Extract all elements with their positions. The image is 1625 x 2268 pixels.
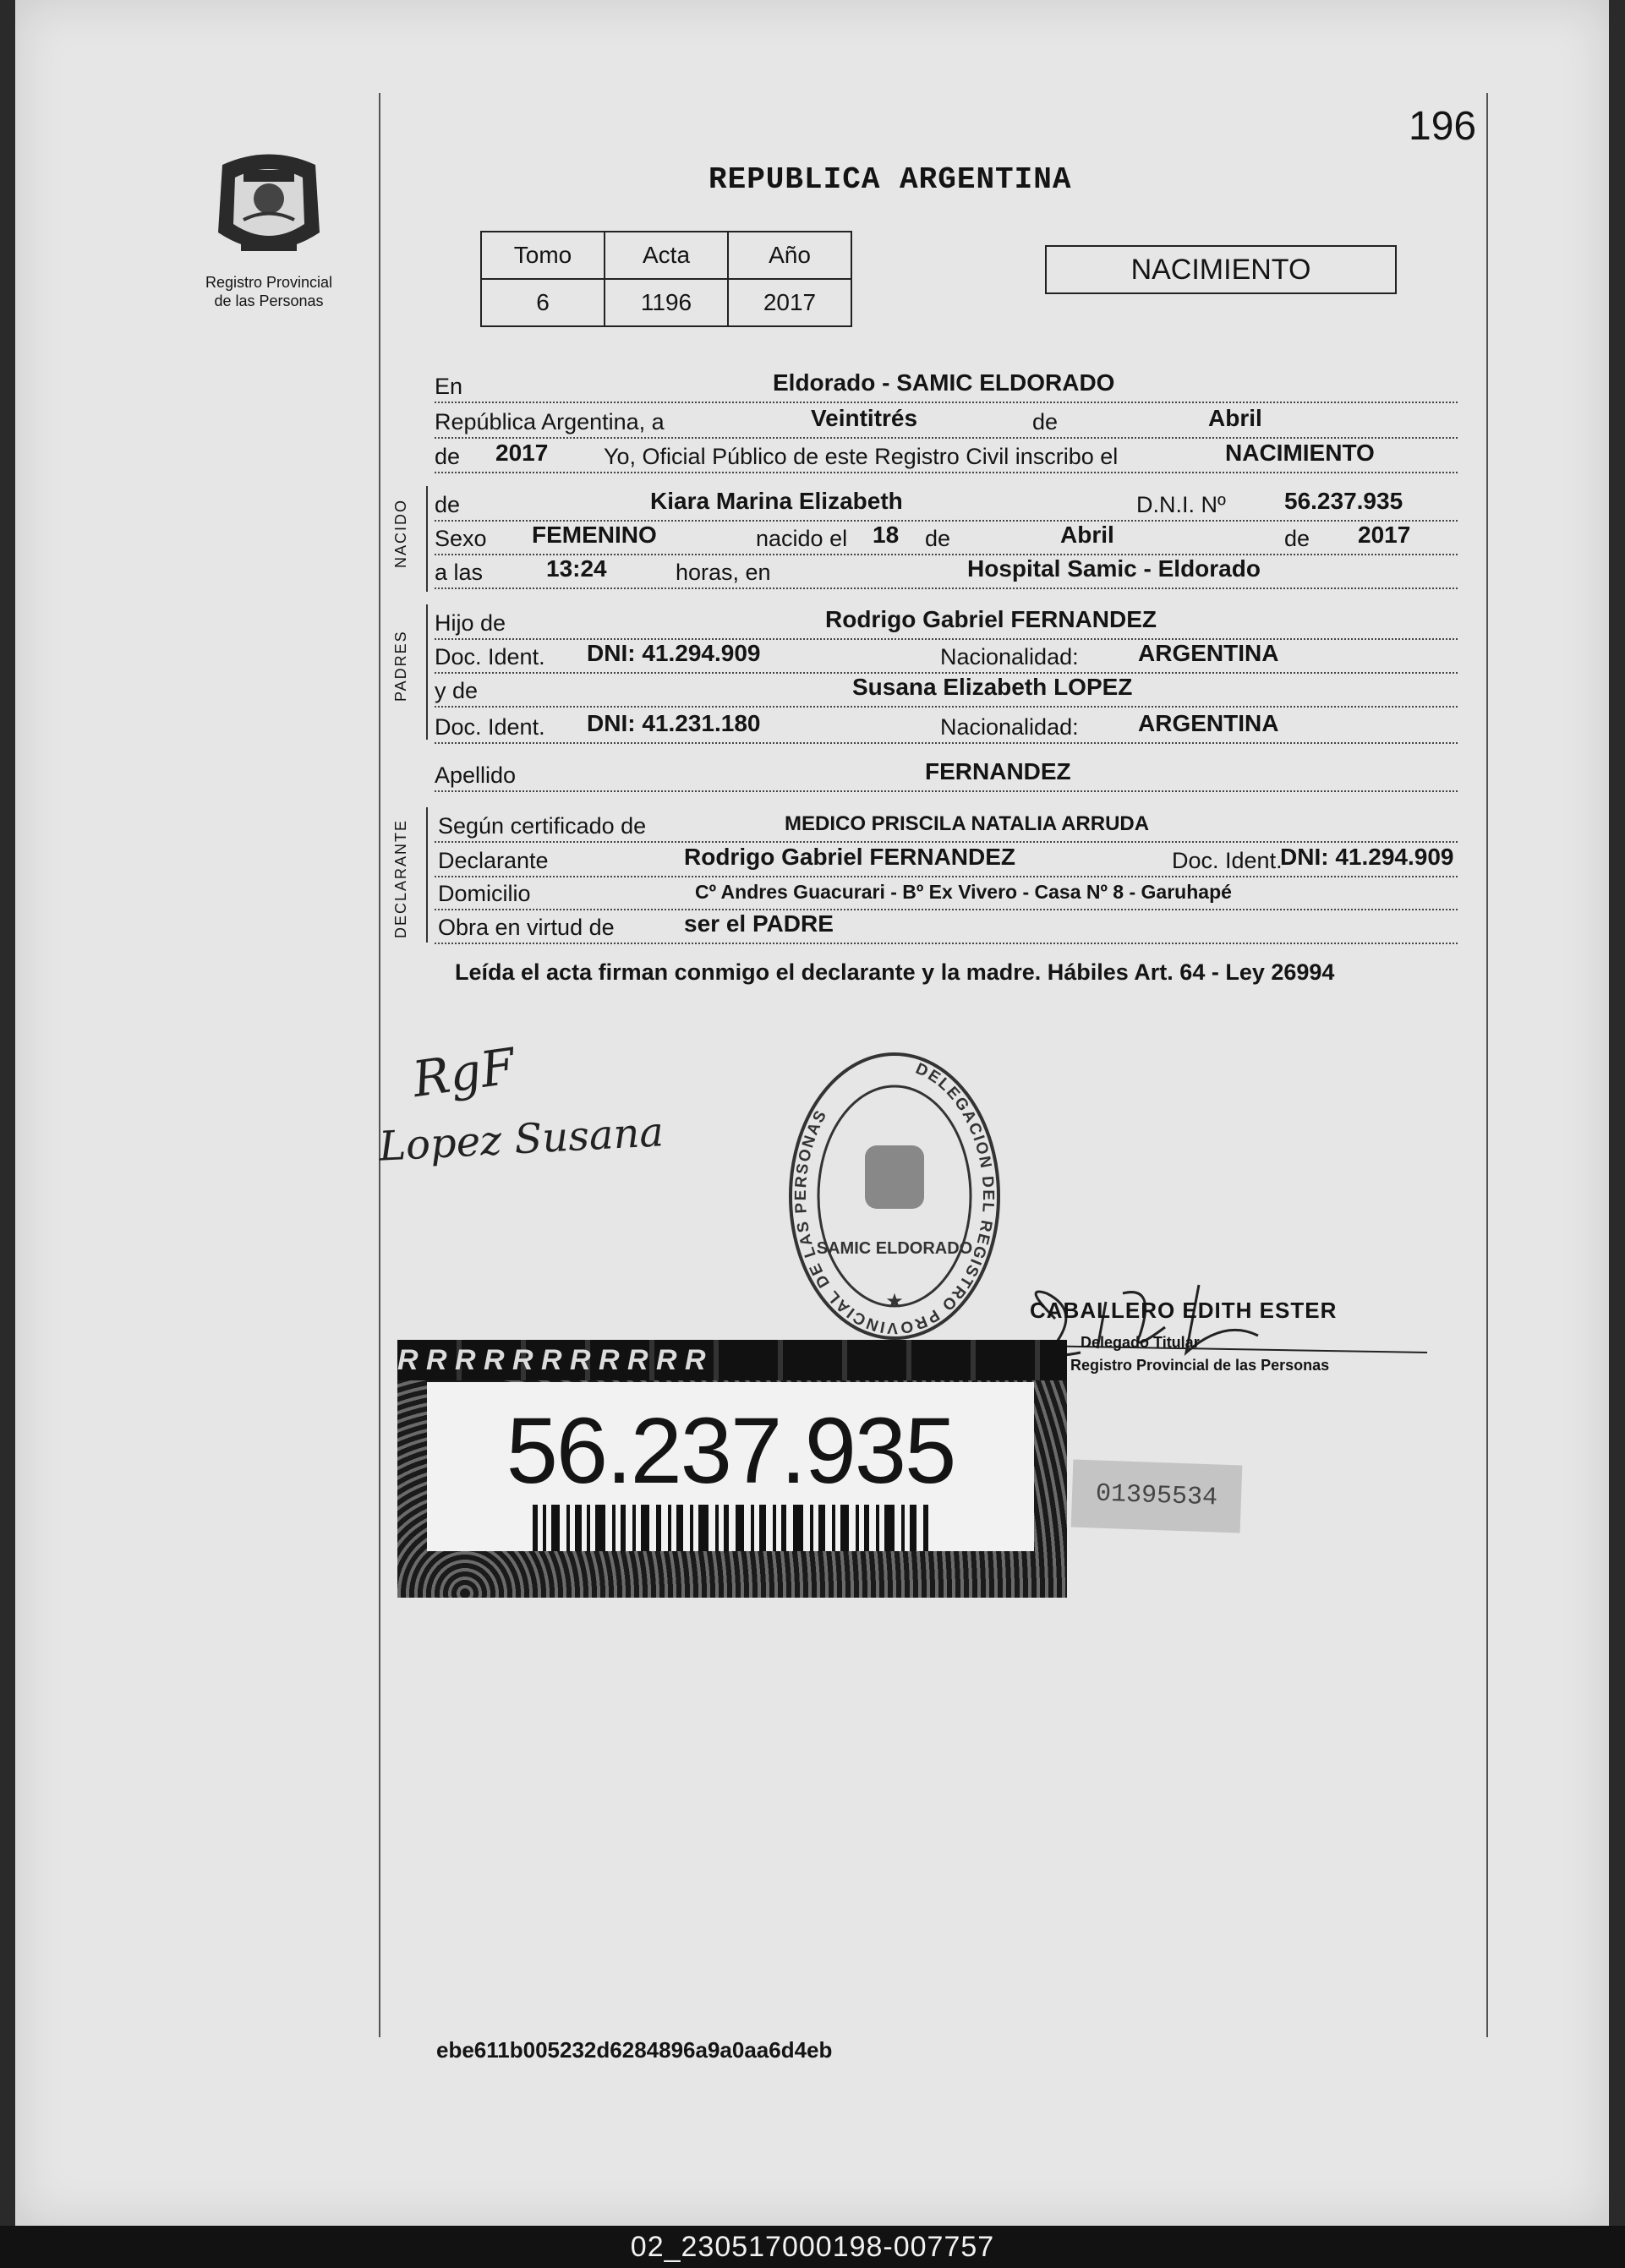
birth-year-value: 2017 xyxy=(1358,522,1411,548)
section-label-nacido: NACIDO xyxy=(392,498,409,568)
field-line-apellido xyxy=(435,757,1458,792)
field-line-nombre xyxy=(435,486,1458,522)
obra-value: ser el PADRE xyxy=(684,910,834,937)
table-value-anio: 2017 xyxy=(728,279,851,326)
nombre-value: Kiara Marina Elizabeth xyxy=(650,488,903,514)
logo-caption-line1: Registro Provincial xyxy=(205,274,333,291)
certificado-label: Según certificado de xyxy=(438,813,647,839)
madre-value: Susana Elizabeth LOPEZ xyxy=(852,674,1133,700)
field-line-padre xyxy=(435,604,1458,640)
month-value: Abril xyxy=(1208,405,1262,431)
field-line-domicilio xyxy=(435,875,1458,910)
registry-table xyxy=(480,231,852,327)
padre-dni-value: DNI: 41.294.909 xyxy=(587,640,761,666)
de4-label: de xyxy=(1284,526,1310,551)
document-title: REPUBLICA ARGENTINA xyxy=(709,162,1072,197)
sexo-label: Sexo xyxy=(435,526,487,551)
year-value: 2017 xyxy=(495,440,549,466)
document-type-box: NACIMIENTO xyxy=(1045,245,1397,294)
madre-nacionalidad-label: Nacionalidad: xyxy=(940,714,1079,740)
obra-label: Obra en virtud de xyxy=(438,915,615,940)
act-type-value: NACIMIENTO xyxy=(1225,440,1375,466)
official-name: CABALLERO EDITH ESTER xyxy=(1030,1298,1338,1323)
padre-nacionalidad-label: Nacionalidad: xyxy=(940,644,1079,669)
madre-nacionalidad-value: ARGENTINA xyxy=(1138,710,1279,736)
document-page xyxy=(15,0,1609,2226)
oficial-text: Yo, Oficial Público de este Registro Civil inscribo el xyxy=(604,444,1119,469)
certificado-value: MEDICO PRISCILA NATALIA ARRUDA xyxy=(785,812,1150,835)
sticker-id-number: 56.237.935 xyxy=(506,1399,955,1503)
padre-value: Rodrigo Gabriel FERNANDEZ xyxy=(825,606,1157,632)
declarante-doc-label: Doc. Ident. xyxy=(1172,848,1283,873)
domicilio-label: Domicilio xyxy=(438,881,531,906)
madre-dni-value: DNI: 41.231.180 xyxy=(587,710,761,736)
sexo-value: FEMENINO xyxy=(532,522,657,548)
domicilio-value: Cº Andres Guacurari - Bº Ex Vivero - Casa Nº 8 - Garuhapé xyxy=(695,881,1232,903)
declarante-dni-value: DNI: 41.294.909 xyxy=(1280,844,1454,870)
file-id-footer: 02_230517000198-007757 xyxy=(0,2226,1625,2268)
table-header-tomo: Tomo xyxy=(481,232,605,279)
field-line-obra xyxy=(435,909,1458,944)
field-line-year xyxy=(435,438,1458,473)
dni-value: 56.237.935 xyxy=(1284,488,1403,514)
table-header-acta: Acta xyxy=(605,232,728,279)
declarante-section-bar xyxy=(426,807,428,943)
signature-madre: Lopez Susana xyxy=(377,1108,665,1171)
padre-doc-label: Doc. Ident. xyxy=(435,644,545,669)
nacido-section-bar xyxy=(426,486,428,592)
registry-logo xyxy=(193,139,345,310)
dni-label: D.N.I. Nº xyxy=(1136,492,1226,517)
official-stamp xyxy=(780,1044,1009,1348)
right-margin-line xyxy=(1486,93,1488,2037)
field-line-hora xyxy=(435,554,1458,589)
hora-value: 13:24 xyxy=(546,555,607,582)
official-registry: Registro Provincial de las Personas xyxy=(1070,1357,1330,1374)
stamp-outer-text: DELEGACION DEL REGISTRO PROVINCIAL DE LAS PERSONAS xyxy=(791,1059,997,1337)
id-number-sticker xyxy=(397,1340,1067,1598)
field-line-padre-doc xyxy=(435,638,1458,674)
provincial-emblem-icon xyxy=(205,139,332,266)
day-words-value: Veintitrés xyxy=(811,405,918,431)
document-hash: ebe611b005232d6284896a9a0aa6d4eb xyxy=(436,2037,833,2063)
de3-label: de xyxy=(925,526,951,551)
table-value-tomo: 6 xyxy=(481,279,605,326)
de-label: de xyxy=(1032,409,1059,434)
padres-section-bar xyxy=(426,604,428,740)
field-line-sexo xyxy=(435,520,1458,555)
lugar-value: Hospital Samic - Eldorado xyxy=(967,555,1261,582)
legal-note: Leída el acta firman conmigo el declarante y la madre. Hábiles Art. 64 - Ley 26994 xyxy=(455,959,1335,985)
official-role: Delegado Titular xyxy=(1081,1334,1200,1351)
stamp-inner-text: SAMIC ELDORADO xyxy=(816,1239,973,1258)
nombre-label: de xyxy=(435,492,461,517)
logo-caption-line2: de las Personas xyxy=(214,292,324,309)
birth-month-value: Abril xyxy=(1060,522,1114,548)
horas-en-label: horas, en xyxy=(676,560,771,585)
y-de-label: y de xyxy=(435,678,479,703)
field-line-certificado xyxy=(435,807,1458,843)
en-value: Eldorado - SAMIC ELDORADO xyxy=(773,369,1115,396)
stamp-star-icon: ★ xyxy=(885,1290,904,1313)
page-number: 196 xyxy=(1409,104,1477,149)
left-margin-line xyxy=(379,93,380,2037)
de2-label: de xyxy=(435,444,461,469)
republica-label: República Argentina, a xyxy=(435,409,665,434)
apellido-value: FERNANDEZ xyxy=(925,758,1071,784)
apellido-label: Apellido xyxy=(435,762,517,788)
field-line-date xyxy=(435,403,1458,439)
table-value-acta: 1196 xyxy=(605,279,728,326)
sticker-white-area xyxy=(427,1382,1034,1551)
field-line-madre-doc xyxy=(435,708,1458,744)
section-label-declarante: DECLARANTE xyxy=(392,818,409,938)
madre-doc-label: Doc. Ident. xyxy=(435,714,545,740)
sticker-top-letters: R R R R R R R R R R R xyxy=(397,1340,1067,1380)
en-label: En xyxy=(435,374,463,399)
serial-number-stamp: 01395534 xyxy=(1071,1460,1243,1533)
birth-day-value: 18 xyxy=(873,522,900,548)
declarante-label: Declarante xyxy=(438,848,549,873)
section-label-padres: PADRES xyxy=(392,630,409,702)
padre-nacionalidad-value: ARGENTINA xyxy=(1138,640,1279,666)
field-line-madre xyxy=(435,672,1458,708)
signature-declarante: RgF xyxy=(408,1036,519,1109)
hijo-de-label: Hijo de xyxy=(435,610,506,636)
nacido-label: nacido el xyxy=(756,526,848,551)
table-header-anio: Año xyxy=(728,232,851,279)
field-line-en xyxy=(435,368,1458,403)
declarante-value: Rodrigo Gabriel FERNANDEZ xyxy=(684,844,1016,870)
barcode-icon xyxy=(533,1505,930,1551)
a-las-label: a las xyxy=(435,560,484,585)
field-line-declarante xyxy=(435,842,1458,877)
